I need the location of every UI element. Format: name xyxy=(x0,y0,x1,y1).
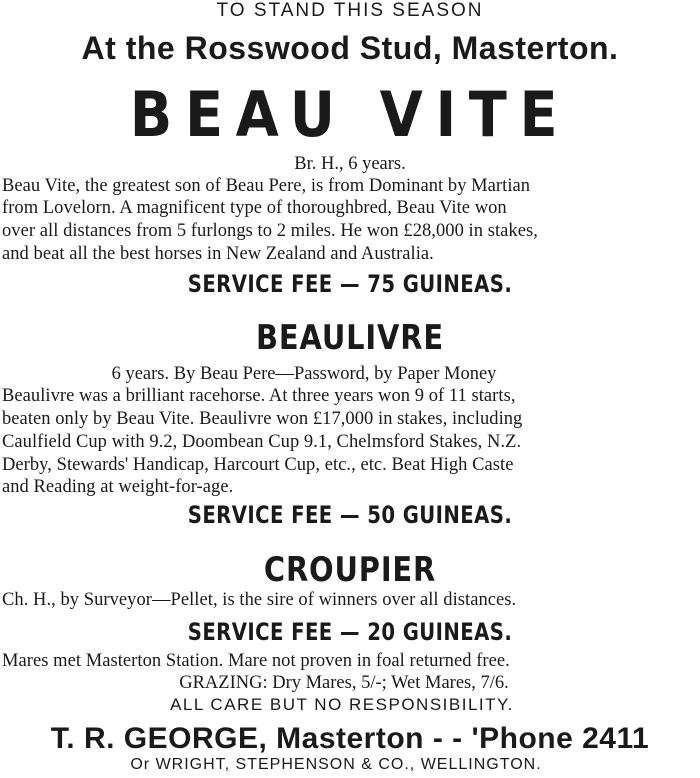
description-line: Ch. H., by Surveyor—Pellet, is the sire of winners over all distances. xyxy=(2,590,517,610)
description-line: and beat all the best horses in New Zealand and Australia. xyxy=(2,244,434,264)
service-fee-croupier: SERVICE FEE — 20 GUINEAS. xyxy=(187,618,513,646)
agent-line: Or WRIGHT, STEPHENSON & CO., WELLINGTON. xyxy=(130,756,542,773)
description-line: Beaulivre was a brilliant racehorse. At three years won 9 of 11 starts, xyxy=(2,386,516,406)
horse-subtitle-beau-vite: Br. H., 6 years. xyxy=(294,154,406,174)
description-line: Derby, Stewards' Handicap, Harcourt Cup, etc., etc. Beat High Caste xyxy=(2,455,514,475)
horse-name-beau-vite: BEAU VITE xyxy=(129,78,571,151)
stud-heading: At the Rosswood Stud, Masterton. xyxy=(81,30,619,66)
description-line: Beau Vite, the greatest son of Beau Pere, is from Dominant by Martian xyxy=(2,176,531,196)
description-line: from Lovelorn. A magnificent type of thoroughbred, Beau Vite won xyxy=(2,198,507,218)
service-fee-beau-vite: SERVICE FEE — 75 GUINEAS. xyxy=(187,270,513,298)
contact-line: T. R. GEORGE, Masterton - - 'Phone 2411 xyxy=(50,722,650,755)
horse-subtitle-beaulivre: 6 years. By Beau Pere—Password, by Paper Money xyxy=(111,364,497,384)
description-line: and Reading at weight-for-age. xyxy=(2,477,234,497)
description-line: over all distances from 5 furlongs to 2 miles. He won £28,000 in stakes, xyxy=(2,221,538,241)
mares-note: Mares met Masterton Station. Mare not proven in foal returned free. xyxy=(2,651,510,671)
grazing-rates: GRAZING: Dry Mares, 5/-; Wet Mares, 7/6. xyxy=(179,673,509,693)
horse-name-croupier: CROUPIER xyxy=(263,550,437,590)
description-line: beaten only by Beau Vite. Beaulivre won £17,000 in stakes, including xyxy=(2,409,523,429)
service-fee-beaulivre: SERVICE FEE — 50 GUINEAS. xyxy=(187,501,513,529)
care-disclaimer: ALL CARE BUT NO RESPONSIBILITY. xyxy=(170,695,514,714)
description-line: Caulfield Cup with 9.2, Doombean Cup 9.1, Chelmsford Stakes, N.Z. xyxy=(2,432,522,452)
season-heading: TO STAND THIS SEASON xyxy=(216,0,484,21)
horse-name-beaulivre: BEAULIVRE xyxy=(256,318,444,358)
